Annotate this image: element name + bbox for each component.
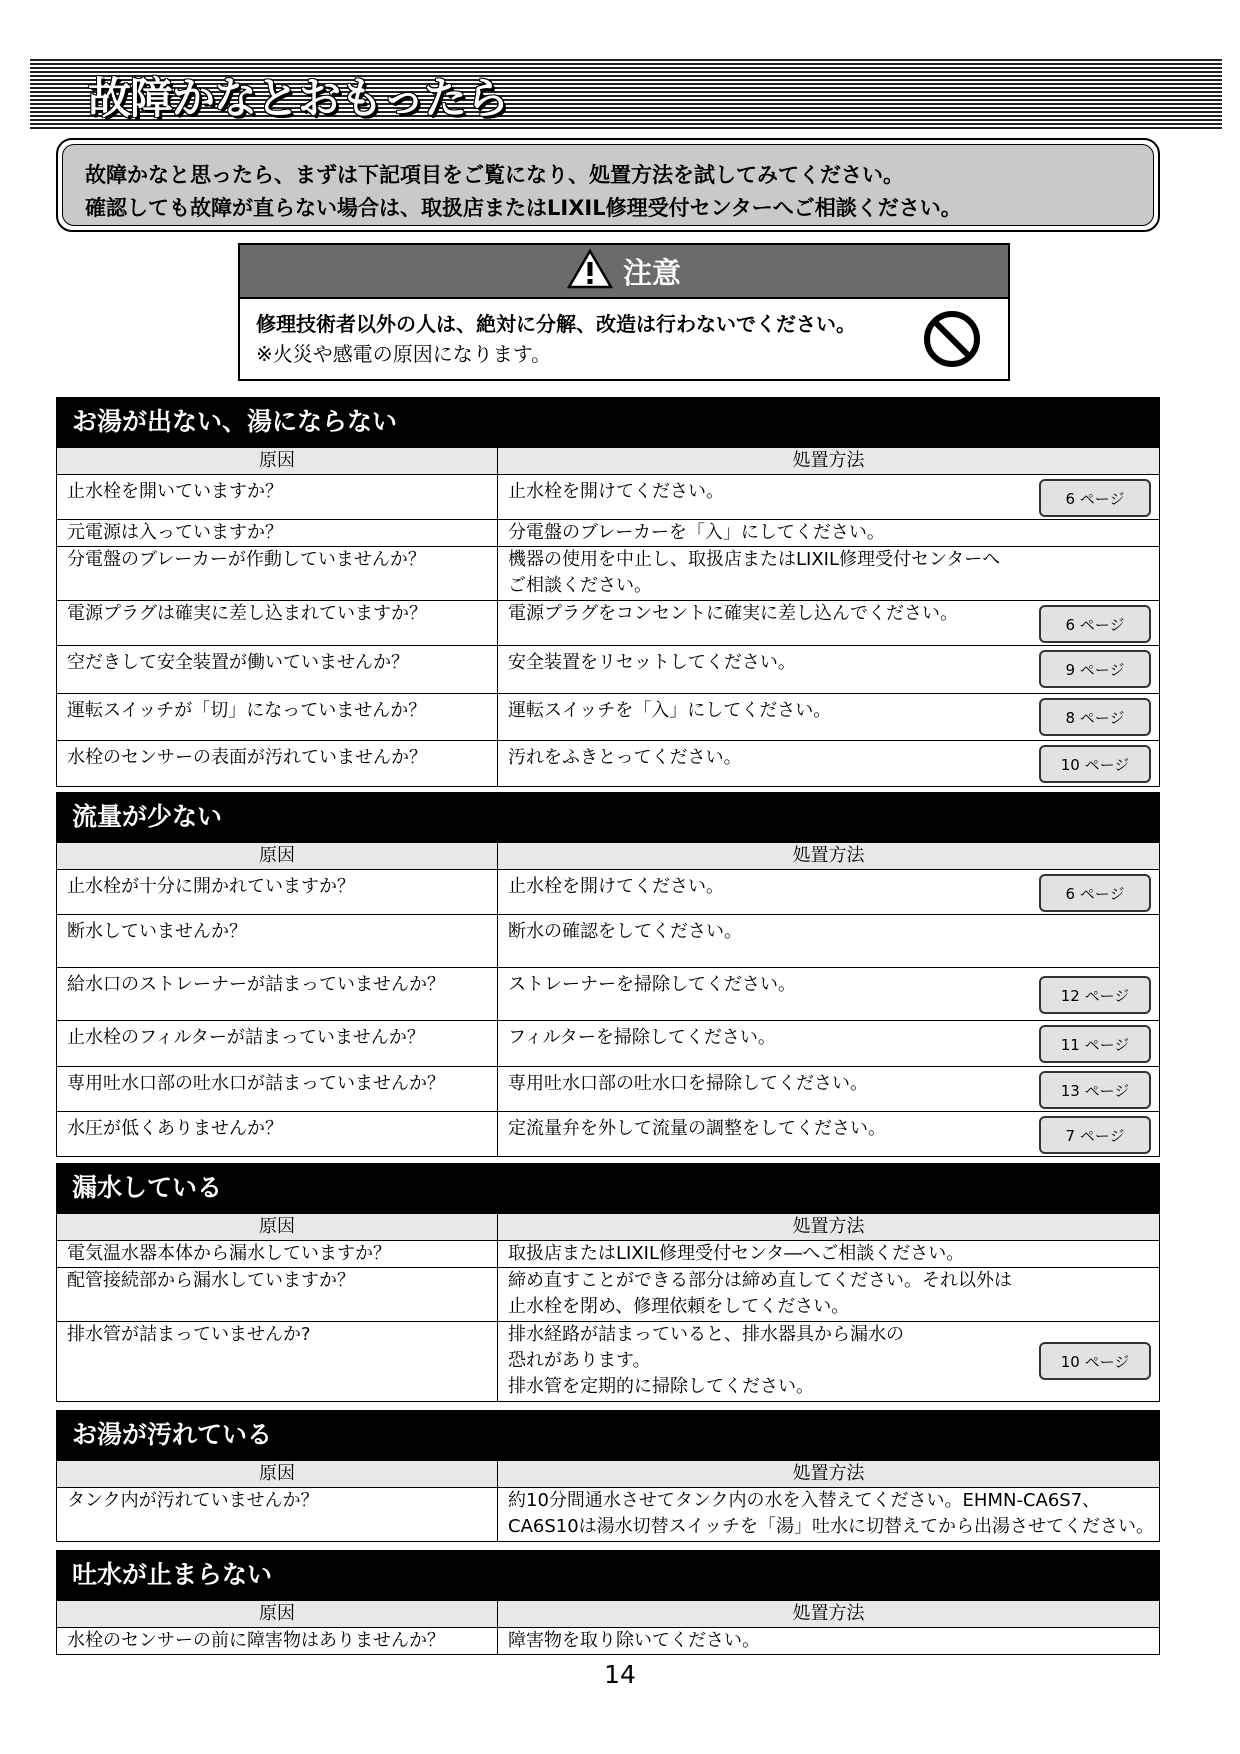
remedy-text: 締め直すことができる部分は締め直してください。それ以外は <box>508 1270 1012 1291</box>
remedy-text: 汚れをふきとってください。 <box>508 747 742 768</box>
cause-cell: 電気温水器本体から漏水していますか？ <box>57 1241 498 1268</box>
remedy-cell <box>498 694 1160 741</box>
cause-cell: 元電源は入っていますか？ <box>57 520 498 547</box>
cause-cell: タンク内が汚れていませんか？ <box>57 1488 498 1542</box>
remedy-text: 専用吐水口部の吐水口を掃除してください。 <box>508 1073 868 1094</box>
remedy-text: 運転スイッチを「入」にしてください。 <box>508 700 832 721</box>
table-row <box>57 694 1160 741</box>
table-row <box>57 547 1160 601</box>
remedy-cell <box>498 646 1160 694</box>
table-row <box>57 1021 1160 1067</box>
cause-cell: 給水口のストレーナーが詰まっていませんか？ <box>57 968 498 1021</box>
section-title: お湯が出ない、湯にならない <box>56 397 1160 447</box>
remedy-cell <box>498 1322 1160 1402</box>
remedy-text: 定流量弁を外して流量の調整をしてください。 <box>508 1118 886 1139</box>
table-row <box>57 1322 1160 1402</box>
page-title: 故障かなとおもったら <box>88 74 508 124</box>
troubleshoot-table <box>56 1213 1160 1402</box>
table-row <box>57 1112 1160 1157</box>
page-ref-button[interactable]: 7 ページ <box>1039 1116 1151 1154</box>
title-band <box>30 57 1222 131</box>
section-title: 流量が少ない <box>56 792 1160 842</box>
warning-triangle-icon <box>567 249 613 293</box>
table-header-row <box>57 1601 1160 1628</box>
cause-cell: 分電盤のブレーカーが作動していませんか？ <box>57 547 498 601</box>
cause-cell: 水圧が低くありませんか？ <box>57 1112 498 1157</box>
remedy-text: ストレーナーを掃除してください。 <box>508 974 796 995</box>
troubleshoot-table <box>56 1600 1160 1655</box>
table-header-row <box>57 1461 1160 1488</box>
remedy-header: 処置方法 <box>498 1461 1160 1488</box>
section-water-wont-stop <box>56 1550 1160 1655</box>
table-row <box>57 915 1160 968</box>
section-low-flow <box>56 792 1160 1157</box>
cause-cell: 電源プラグは確実に差し込まれていますか？ <box>57 601 498 646</box>
cause-cell: 専用吐水口部の吐水口が詰まっていませんか？ <box>57 1067 498 1112</box>
remedy-cell <box>498 1021 1160 1067</box>
cause-cell: 断水していませんか？ <box>57 915 498 968</box>
remedy-cell <box>498 915 1160 968</box>
table-row <box>57 741 1160 787</box>
remedy-header: 処置方法 <box>498 1214 1160 1241</box>
cause-cell: 空だきして安全装置が働いていませんか？ <box>57 646 498 694</box>
caution-text: 修理技術者以外の人は、絶対に分解、改造は行わないでください。 <box>256 312 856 336</box>
prohibition-icon <box>922 309 982 373</box>
remedy-text: 止水栓を開けてください。 <box>508 481 724 502</box>
table-row <box>57 475 1160 520</box>
remedy-cell <box>498 1268 1160 1322</box>
remedy-cell <box>498 520 1160 547</box>
troubleshoot-table <box>56 1460 1160 1542</box>
remedy-text: 約10分間通水させてタンク内の水を入替えてください。EHMN-CA6S7、 <box>508 1490 1101 1511</box>
section-title: 漏水している <box>56 1163 1160 1213</box>
table-row <box>57 520 1160 547</box>
cause-cell: 止水栓を開いていますか？ <box>57 475 498 520</box>
table-row <box>57 1268 1160 1322</box>
remedy-text: 排水経路が詰まっていると、排水器具から漏水の <box>508 1324 904 1345</box>
remedy-text: 分電盤のブレーカーを「入」にしてください。 <box>508 522 885 543</box>
remedy-cell <box>498 1112 1160 1157</box>
troubleshoot-table <box>56 842 1160 1157</box>
cause-cell: 水栓のセンサーの表面が汚れていませんか？ <box>57 741 498 787</box>
page-ref-button[interactable]: 6 ページ <box>1039 605 1151 643</box>
table-row <box>57 601 1160 646</box>
table-row <box>57 1488 1160 1542</box>
caution-title: 注意 <box>622 255 681 290</box>
caution-note: ※火災や感電の原因になります。 <box>256 342 552 366</box>
cause-cell: 配管接続部から漏水していますか？ <box>57 1268 498 1322</box>
intro-box <box>56 138 1160 232</box>
page-ref-button[interactable]: 9 ページ <box>1039 650 1151 688</box>
remedy-cell <box>498 1488 1160 1542</box>
caution-body <box>240 299 1008 379</box>
cause-header: 原因 <box>57 1214 498 1241</box>
table-header-row <box>57 1214 1160 1241</box>
remedy-cell <box>498 1067 1160 1112</box>
page-ref-button[interactable]: 11 ページ <box>1039 1025 1151 1063</box>
table-row <box>57 870 1160 915</box>
remedy-text-2: CA6S10は湯水切替スイッチを「湯」吐水に切替えてから出湯させてください。 <box>508 1516 1154 1537</box>
remedy-header: 処置方法 <box>498 448 1160 475</box>
table-header-row <box>57 448 1160 475</box>
remedy-header: 処置方法 <box>498 843 1160 870</box>
table-row <box>57 646 1160 694</box>
cause-cell: 止水栓のフィルターが詰まっていませんか？ <box>57 1021 498 1067</box>
remedy-text-2: 止水栓を閉め、修理依頼をしてください。 <box>508 1296 850 1317</box>
section-title: 吐水が止まらない <box>56 1550 1160 1600</box>
caution-box <box>238 243 1010 381</box>
cause-cell: 運転スイッチが「切」になっていませんか？ <box>57 694 498 741</box>
remedy-header: 処置方法 <box>498 1601 1160 1628</box>
intro-inner <box>62 144 1154 226</box>
page-ref-button[interactable]: 10 ページ <box>1039 1342 1151 1380</box>
remedy-cell <box>498 870 1160 915</box>
remedy-cell <box>498 968 1160 1021</box>
remedy-cell <box>498 475 1160 520</box>
cause-header: 原因 <box>57 1601 498 1628</box>
remedy-text: フィルターを掃除してください。 <box>508 1027 776 1048</box>
remedy-text-2: ご相談ください。 <box>508 575 652 596</box>
page-ref-button[interactable]: 6 ページ <box>1039 479 1151 517</box>
remedy-text: 断水の確認をしてください。 <box>508 921 742 942</box>
table-header-row <box>57 843 1160 870</box>
remedy-text: 機器の使用を中止し、取扱店またはLIXIL修理受付センターへ <box>508 549 1001 570</box>
cause-header: 原因 <box>57 843 498 870</box>
page-ref-button[interactable]: 8 ページ <box>1039 698 1151 736</box>
section-dirty-water <box>56 1410 1160 1542</box>
page-ref-button[interactable]: 6 ページ <box>1039 874 1151 912</box>
page-ref-button[interactable]: 13 ページ <box>1039 1071 1151 1109</box>
section-no-hot-water <box>56 397 1160 787</box>
remedy-cell <box>498 547 1160 601</box>
remedy-text-3: 排水管を定期的に掃除してください。 <box>508 1376 814 1397</box>
remedy-cell <box>498 1628 1160 1655</box>
table-row <box>57 1628 1160 1655</box>
remedy-text: 障害物を取り除いてください。 <box>508 1630 760 1651</box>
cause-header: 原因 <box>57 1461 498 1488</box>
intro-line-2: 確認しても故障が直らない場合は、取扱店またはLIXIL修理受付センターへご相談ください。 <box>85 196 962 220</box>
remedy-text: 取扱店またはLIXIL修理受付センタ―へご相談ください。 <box>508 1243 965 1264</box>
section-title: お湯が汚れている <box>56 1410 1160 1460</box>
troubleshoot-table <box>56 447 1160 787</box>
table-row <box>57 1067 1160 1112</box>
remedy-text-2: 恐れがあります。 <box>508 1350 651 1371</box>
remedy-text: 安全装置をリセットしてください。 <box>508 652 796 673</box>
intro-line-1: 故障かなと思ったら、まずは下記項目をご覧になり、処置方法を試してみてください。 <box>85 163 904 187</box>
remedy-cell <box>498 601 1160 646</box>
caution-header <box>240 245 1008 299</box>
page-number: 14 <box>604 1660 636 1689</box>
table-row <box>57 968 1160 1021</box>
section-leak <box>56 1163 1160 1402</box>
table-row <box>57 1241 1160 1268</box>
page-ref-button[interactable]: 12 ページ <box>1039 976 1151 1014</box>
remedy-cell <box>498 1241 1160 1268</box>
remedy-cell <box>498 741 1160 787</box>
remedy-text: 止水栓を開けてください。 <box>508 876 724 897</box>
page-ref-button[interactable]: 10 ページ <box>1039 745 1151 783</box>
remedy-text: 電源プラグをコンセントに確実に差し込んでください。 <box>508 603 958 624</box>
cause-cell: 排水管が詰まっていませんか? <box>57 1322 498 1402</box>
cause-cell: 水栓のセンサーの前に障害物はありませんか？ <box>57 1628 498 1655</box>
cause-header: 原因 <box>57 448 498 475</box>
cause-cell: 止水栓が十分に開かれていますか？ <box>57 870 498 915</box>
